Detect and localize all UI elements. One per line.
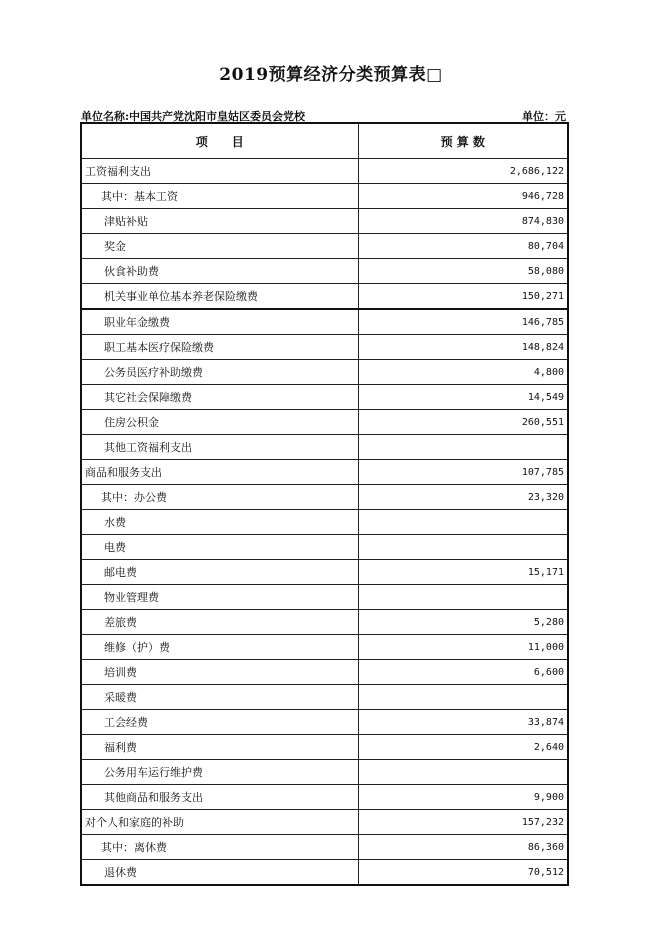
row-label: 职业年金缴费 — [81, 309, 358, 335]
table-row — [81, 560, 568, 585]
row-value — [358, 435, 568, 460]
row-value — [358, 535, 568, 560]
row-label: 伙食补助费 — [81, 259, 358, 284]
table-row — [81, 660, 568, 685]
row-value — [358, 585, 568, 610]
row-value: 2,640 — [358, 735, 568, 760]
row-label: 福利费 — [81, 735, 358, 760]
row-label: 工会经费 — [81, 710, 358, 735]
row-label: 物业管理费 — [81, 585, 358, 610]
row-label: 公务用车运行维护费 — [81, 760, 358, 785]
row-value: 14,549 — [358, 385, 568, 410]
row-label: 对个人和家庭的补助 — [81, 810, 358, 835]
table-row — [81, 209, 568, 234]
row-label: 其中：基本工资 — [81, 184, 358, 209]
row-value: 5,280 — [358, 610, 568, 635]
row-value: 146,785 — [358, 309, 568, 335]
table-row — [81, 335, 568, 360]
table-body — [81, 159, 568, 886]
row-value — [358, 760, 568, 785]
row-value: 86,360 — [358, 835, 568, 860]
table-row — [81, 259, 568, 284]
row-value: 70,512 — [358, 860, 568, 886]
header-amount: 预 算 数 — [358, 123, 568, 159]
header-item: 项 目 — [81, 123, 358, 159]
row-label: 其他商品和服务支出 — [81, 785, 358, 810]
row-label: 其中：办公费 — [81, 485, 358, 510]
row-value: 260,551 — [358, 410, 568, 435]
row-value: 107,785 — [358, 460, 568, 485]
row-label: 职工基本医疗保险缴费 — [81, 335, 358, 360]
table-row — [81, 385, 568, 410]
row-label: 其它社会保障缴费 — [81, 385, 358, 410]
row-value: 2,686,122 — [358, 159, 568, 184]
row-label: 电费 — [81, 535, 358, 560]
row-value: 11,000 — [358, 635, 568, 660]
row-value: 874,830 — [358, 209, 568, 234]
row-label: 其他工资福利支出 — [81, 435, 358, 460]
row-value: 23,320 — [358, 485, 568, 510]
row-value: 157,232 — [358, 810, 568, 835]
table-row — [81, 785, 568, 810]
table-header-row — [81, 123, 568, 159]
table-row — [81, 635, 568, 660]
row-label: 津贴补贴 — [81, 209, 358, 234]
row-value: 946,728 — [358, 184, 568, 209]
row-label: 差旅费 — [81, 610, 358, 635]
row-value: 148,824 — [358, 335, 568, 360]
budget-table — [80, 122, 569, 886]
table-row — [81, 810, 568, 835]
table-row — [81, 585, 568, 610]
table-row — [81, 510, 568, 535]
table-row — [81, 760, 568, 785]
row-label: 工资福利支出 — [81, 159, 358, 184]
row-label: 退休费 — [81, 860, 358, 886]
row-label: 商品和服务支出 — [81, 460, 358, 485]
row-label: 邮电费 — [81, 560, 358, 585]
table-row — [81, 735, 568, 760]
row-label: 维修（护）费 — [81, 635, 358, 660]
table-row — [81, 360, 568, 385]
row-label: 奖金 — [81, 234, 358, 259]
unit-name-label: 单位名称:中国共产党沈阳市皇姑区委员会党校 — [81, 110, 306, 123]
table-row — [81, 710, 568, 735]
row-value: 6,600 — [358, 660, 568, 685]
row-label: 培训费 — [81, 660, 358, 685]
table-row — [81, 835, 568, 860]
table-row — [81, 284, 568, 310]
row-value: 9,900 — [358, 785, 568, 810]
table-row — [81, 685, 568, 710]
row-value — [358, 685, 568, 710]
table-row — [81, 159, 568, 184]
table-row — [81, 309, 568, 335]
row-value: 80,704 — [358, 234, 568, 259]
row-value: 33,874 — [358, 710, 568, 735]
table-row — [81, 535, 568, 560]
row-value — [358, 510, 568, 535]
row-value: 4,800 — [358, 360, 568, 385]
row-label: 住房公积金 — [81, 410, 358, 435]
table-row — [81, 234, 568, 259]
row-label: 公务员医疗补助缴费 — [81, 360, 358, 385]
table-row — [81, 410, 568, 435]
row-value: 150,271 — [358, 284, 568, 310]
row-label: 采暖费 — [81, 685, 358, 710]
row-value: 15,171 — [358, 560, 568, 585]
table-row — [81, 485, 568, 510]
row-label: 水费 — [81, 510, 358, 535]
table-row — [81, 435, 568, 460]
row-value: 58,080 — [358, 259, 568, 284]
table-row — [81, 184, 568, 209]
table-row — [81, 860, 568, 886]
unit-label: 单位：元 — [522, 110, 566, 123]
table-row — [81, 610, 568, 635]
row-label: 机关事业单位基本养老保险缴费 — [81, 284, 358, 310]
table-row — [81, 460, 568, 485]
row-label: 其中：离休费 — [81, 835, 358, 860]
page-title: 2019预算经济分类预算表□ — [219, 65, 443, 85]
